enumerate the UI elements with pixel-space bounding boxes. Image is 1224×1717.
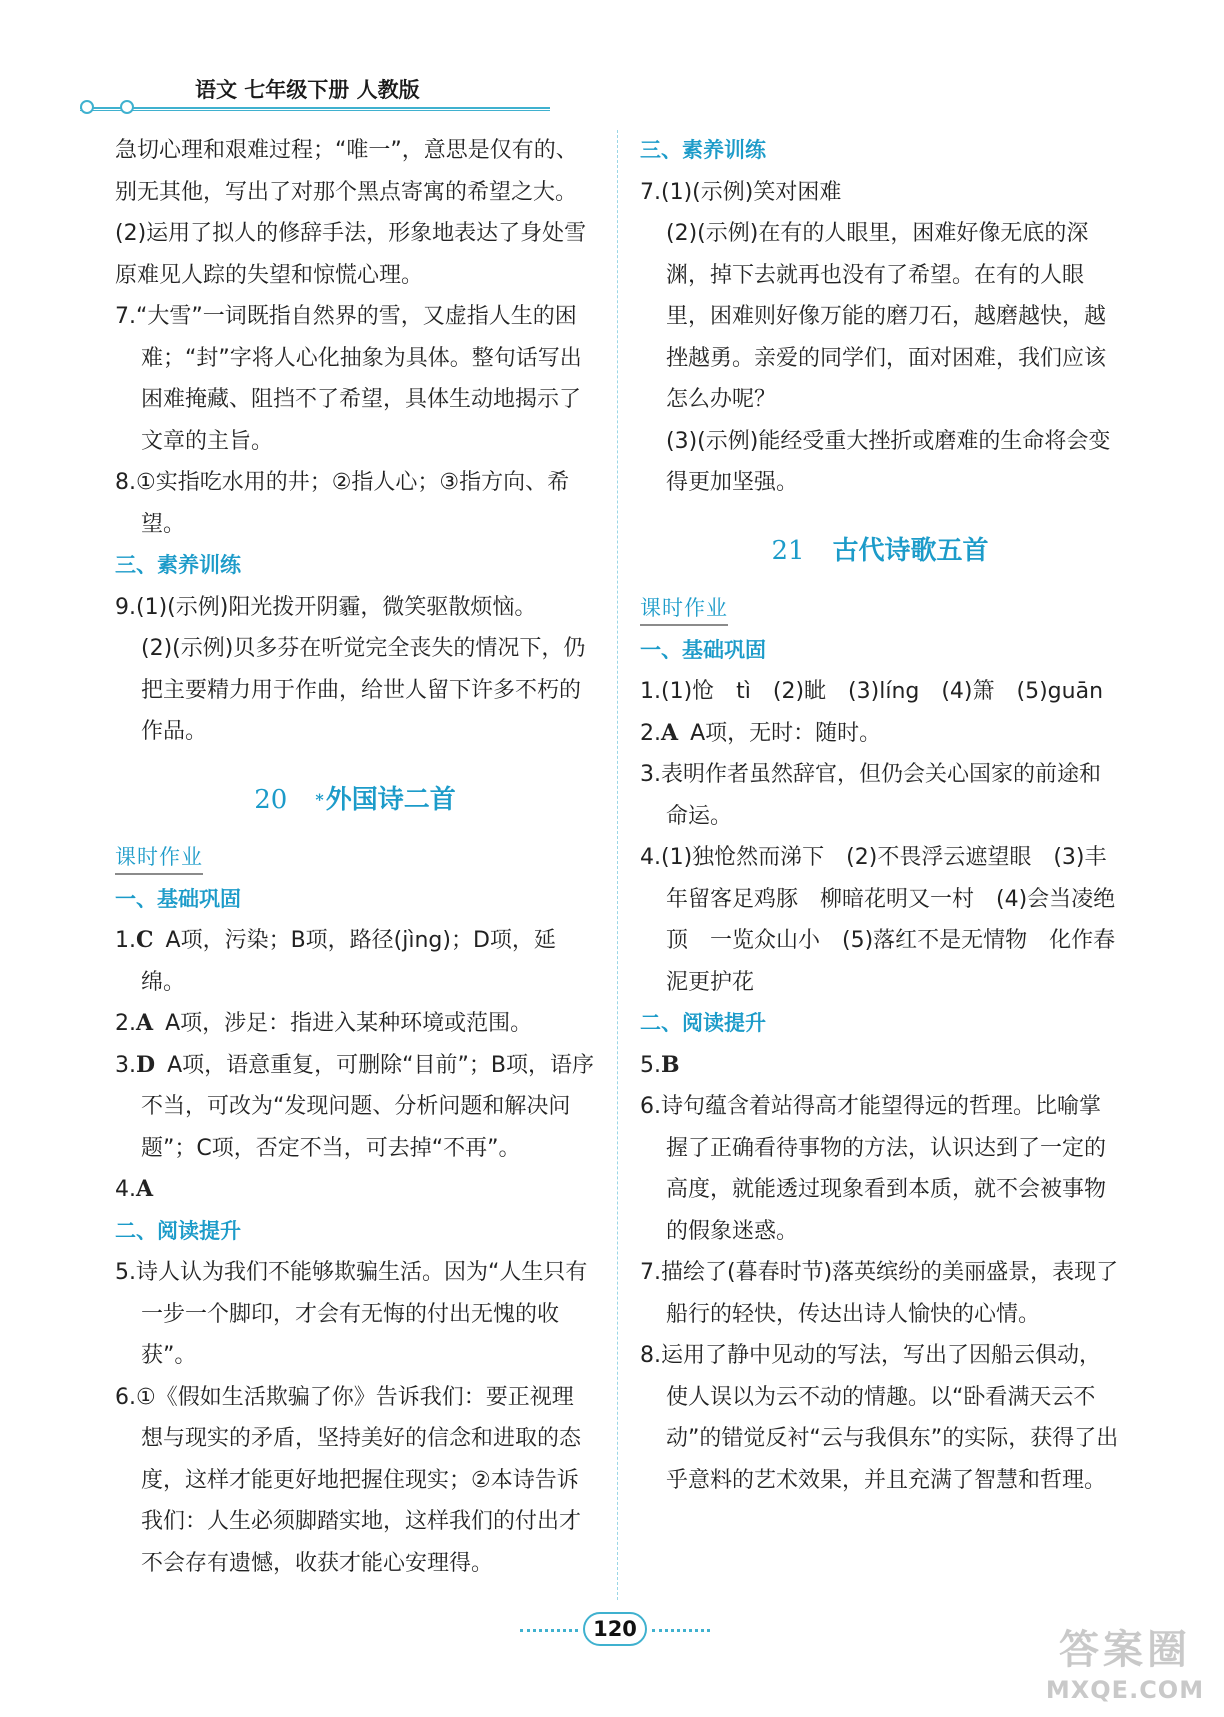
header-circle-left [80, 100, 94, 114]
answer-item: 7.描绘了(暮春时节)落英缤纷的美丽盛景，表现了船行的轻快，传达出诗人愉快的心情。 [640, 1260, 1119, 1327]
watermark-logo [1040, 1625, 1210, 1713]
page-dots-right [652, 1629, 710, 1632]
column-divider [617, 130, 618, 1600]
answer-item: 3.表明作者虽然辞官，但仍会关心国家的前途和命运。 [640, 762, 1101, 829]
lesson-number: 20 [254, 784, 288, 815]
answer-text: 急切心理和艰难过程；“唯一”，意思是仅有的、别无其他，写出了对那个黑点寄寓的希望之大。 [115, 138, 578, 205]
item-number: 2. [115, 1011, 136, 1036]
answer-text: (2)(示例)贝多芬在听觉完全丧失的情况下，仍把主要精力用于作曲，给世人留下许多不朽的作品。 [141, 636, 586, 744]
section-heading: 二、阅读提升 [640, 1011, 766, 1035]
watermark-bottom: MXQE.COM [1045, 1676, 1205, 1704]
answer-item: 6.诗句蕴含着站得高才能望得远的哲理。比喻掌握了正确看待事物的方法，认识达到了一定的高度，就能透过现象看到本质，就不会被事物的假象迷惑。 [640, 1094, 1107, 1244]
answer-item: 8.运用了静中见动的写法，写出了因船云俱动，使人误以为云不动的情趣。以“卧看满天云不动”的错觉反衬“云与我俱东”的实际，获得了出乎意料的艺术效果，并且充满了智慧和哲理。 [640, 1343, 1119, 1493]
answer-item: 7.“大雪”一词既指自然界的雪，又虚指人生的困难；“封”字将人心化抽象为具体。整句话写出困难掩藏、阻挡不了希望，具体生动地揭示了文章的主旨。 [115, 304, 582, 454]
section-heading: 二、阅读提升 [115, 1218, 241, 1243]
star-mark: * [315, 789, 324, 809]
answer-text: (3)(示例)能经受重大挫折或磨难的生命将会变得更加坚强。 [666, 428, 1111, 495]
section-heading: 一、基础巩固 [640, 637, 766, 662]
answer-item [115, 920, 595, 1003]
answer-item: 9.(1)(示例)阳光拨开阴霾，微笑驱散烦恼。 [115, 594, 537, 620]
answer-text: (2)(示例)在有的人眼里，困难好像无底的深渊，掉下去就再也没有了希望。在有的人眼里，困难则好像万能的磨刀石，越磨越快，越挫越勇。亲爱的同学们，面对困难，我们应该怎么办呢？ [666, 221, 1107, 412]
right-column [640, 130, 1120, 1501]
answer-text: (2)运用了拟人的修辞手法，形象地表达了身处雪原难见人踪的失望和惊慌心理。 [115, 221, 587, 288]
section-heading: 三、素养训练 [640, 138, 766, 162]
answer-item: 7.(1)(示例)笑对困难 [640, 179, 842, 205]
answer-item [640, 1045, 1120, 1087]
homework-label: 课时作业 [640, 592, 728, 626]
section-heading: 三、素养训练 [115, 553, 241, 577]
page-number-badge [520, 1610, 710, 1650]
header-rule [80, 107, 550, 111]
answer-item: 8.①实指吃水用的井；②指人心；③指方向、希望。 [115, 470, 570, 537]
lesson-number: 21 [771, 535, 805, 566]
header-title: 语文 七年级下册 人教版 [195, 78, 420, 102]
answer-explanation: A项，语意重复，可删除“目前”；B项，语序不当，可改为“发现问题、分析问题和解决问题”；C项，否定不当，可去掉“不再”。 [141, 1052, 595, 1161]
answer-explanation: A项，无时：随时。 [690, 720, 882, 746]
lesson-title [640, 526, 1120, 576]
item-number: 2. [640, 720, 661, 746]
answer-item [115, 1045, 595, 1170]
answer-letter: D [136, 1051, 156, 1078]
header-circle-right [120, 100, 134, 114]
answer-letter: A [136, 1176, 154, 1202]
answer-letter: C [136, 927, 154, 953]
answer-item: 4.(1)独怆然而涕下 (2)不畏浮云遮望眼 (3)丰年留客足鸡豚 柳暗花明又一村 (4)会当凌绝顶 一览众山小 (5)落红不是无情物 化作春泥更护花 [640, 845, 1116, 995]
item-number: 5. [640, 1052, 661, 1078]
answer-item [115, 1169, 595, 1211]
item-number: 4. [115, 1177, 136, 1202]
lesson-name: 外国诗二首 [325, 784, 456, 815]
answer-letter: B [661, 1051, 680, 1078]
answer-letter: A [661, 719, 679, 746]
watermark-top: 答案圈 [1059, 1627, 1191, 1673]
answer-explanation: A项，污染；B项，路径(jìng)；D项，延绵。 [141, 928, 556, 995]
left-column [115, 130, 595, 1584]
page-dots-left [520, 1629, 578, 1632]
answer-item [640, 713, 1120, 755]
item-number: 1. [115, 928, 136, 953]
answer-item: 6.①《假如生活欺骗了你》告诉我们：要正视理想与现实的矛盾，坚持美好的信念和进取的态度，这样才能更好地把握住现实；②本诗告诉我们：人生必须脚踏实地，这样我们的付出才不会存有遗憾，收获才能心安理得。 [115, 1384, 582, 1576]
homework-label: 课时作业 [115, 841, 203, 875]
running-header [80, 64, 550, 124]
page-number: 120 [583, 1612, 647, 1646]
answer-item: 5.诗人认为我们不能够欺骗生活。因为“人生只有一步一个脚印，才会有无悔的付出无愧的收获”。 [115, 1260, 588, 1368]
answer-item [115, 1003, 595, 1045]
lesson-title [115, 775, 595, 825]
answer-letter: A [136, 1010, 154, 1036]
answer-explanation: A项，涉足：指进入某种环境或范围。 [165, 1011, 533, 1036]
lesson-name: 古代诗歌五首 [832, 535, 989, 566]
item-number: 3. [115, 1052, 136, 1078]
answer-item: 1.(1)怆 tì (2)眦 (3)líng (4)箫 (5)guān [640, 679, 1104, 704]
section-heading: 一、基础巩固 [115, 886, 241, 911]
